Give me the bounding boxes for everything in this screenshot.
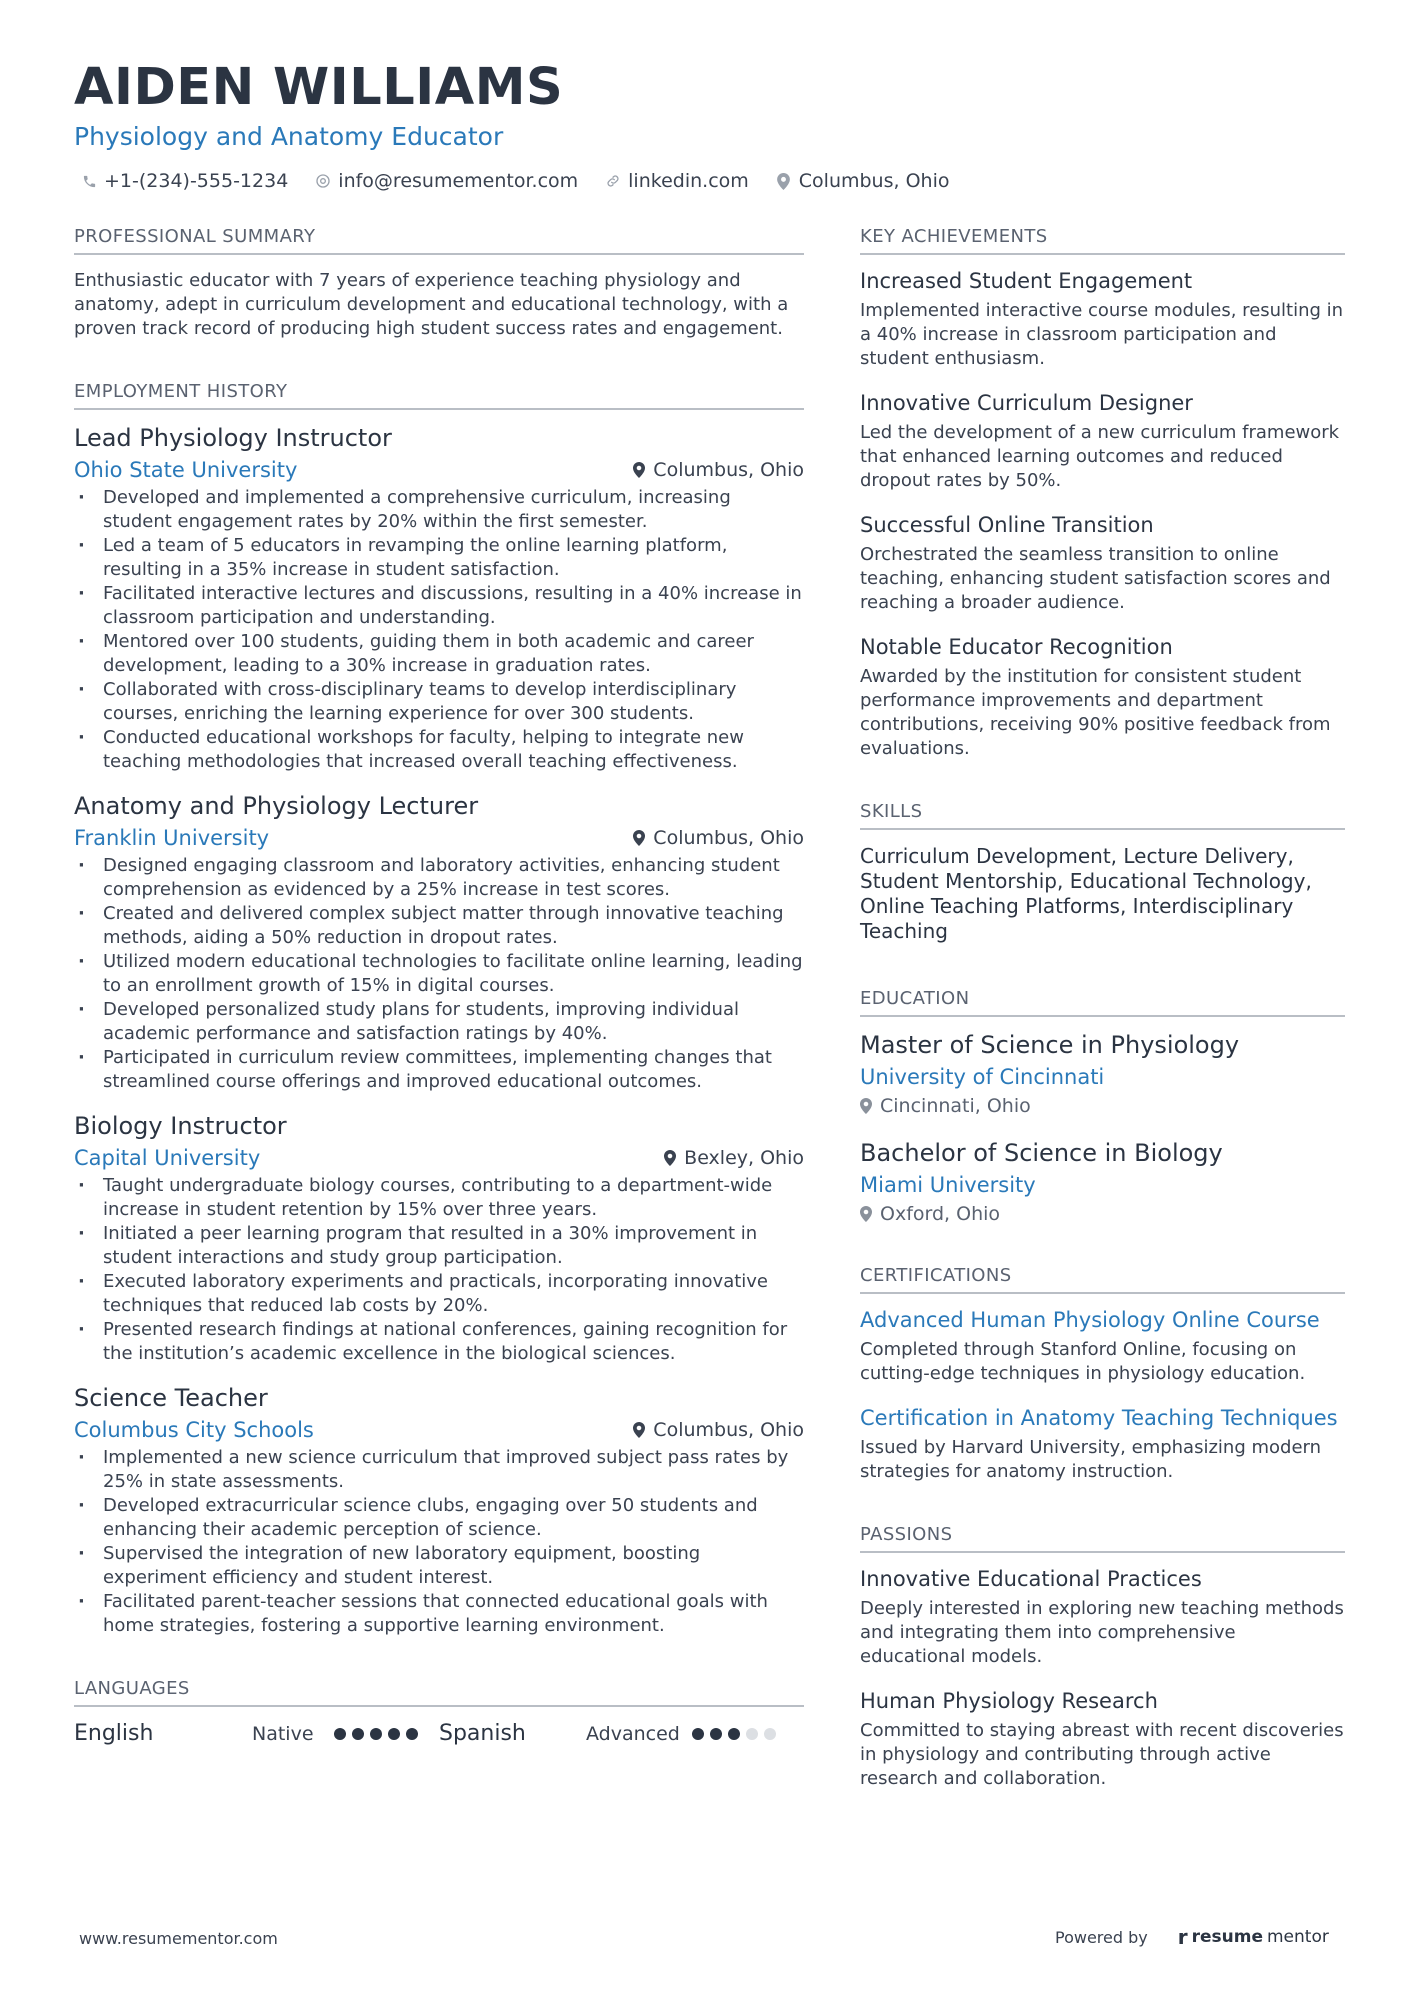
certification-title: Advanced Human Physiology Online Course [860, 1308, 1320, 1332]
certification-desc: Completed through Stanford Online, focusing on cutting-edge techniques in physiology education. [860, 1339, 1306, 1384]
job-bullet: · Developed personalized study plans for students, improving individual academic performance and satisfaction ratings by 40%. [74, 998, 804, 1046]
job-entry [74, 792, 804, 1094]
contact-location [775, 170, 950, 192]
achievement-desc: Orchestrated the seamless transition to online teaching, enhancing student satisfaction scores and reaching a broader audience. [860, 544, 1331, 613]
education-item [860, 1031, 1345, 1117]
candidate-title: Physiology and Anatomy Educator [74, 122, 504, 151]
job-title: Science Teacher [74, 1384, 268, 1412]
job-bullet: · Executed laboratory experiments and practicals, incorporating innovative techniques that reduced lab costs by 20%. [74, 1270, 804, 1318]
job-bullet: · Developed extracurricular science clubs, engaging over 50 students and enhancing their academic perception of science. [74, 1494, 804, 1542]
job-location [664, 1147, 804, 1169]
contact-linkedin-text: linkedin.com [628, 170, 749, 192]
language-item [74, 1721, 439, 1746]
job-entry [74, 1112, 804, 1366]
job-bullet: · Conducted educational workshops for faculty, helping to integrate new teaching methodologies that increased overall teaching effectiveness. [74, 726, 804, 774]
achievement-title: Successful Online Transition [860, 513, 1154, 537]
job-bullet: · Utilized modern educational technologies to facilitate online learning, leading to an enrollment growth of 15% in digital courses. [74, 950, 804, 998]
rating-dot-empty [746, 1728, 758, 1740]
location-icon [633, 1422, 645, 1438]
job-location-text: Columbus, Ohio [653, 1419, 804, 1441]
job-bullets [74, 486, 804, 774]
languages-list [74, 1721, 804, 1746]
job-bullet: · Mentored over 100 students, guiding them in both academic and career development, leading to a 30% increase in graduation rates. [74, 630, 804, 678]
job-company: Capital University [74, 1146, 261, 1170]
job-bullet: · Taught undergraduate biology courses, contributing to a department-wide increase in student retention by 15% over three years. [74, 1174, 804, 1222]
footer-branding [1055, 1925, 1329, 1949]
job-title: Biology Instructor [74, 1112, 287, 1140]
job-bullets [74, 1174, 804, 1366]
powered-by-label: Powered by [1055, 1927, 1148, 1947]
job-title: Anatomy and Physiology Lecturer [74, 792, 479, 820]
education-degree: Master of Science in Physiology [860, 1031, 1240, 1059]
email-icon [314, 172, 332, 190]
job-bullet: · Participated in curriculum review committees, implementing changes that streamlined course offerings and improved educational outcomes. [74, 1046, 804, 1094]
rating-dot-filled [710, 1728, 722, 1740]
rating-dot-filled [388, 1728, 400, 1740]
education-location-text: Oxford, Ohio [880, 1203, 1001, 1225]
contact-email-text: info@resumementor.com [338, 170, 579, 192]
location-icon [860, 1098, 872, 1114]
location-icon [633, 830, 645, 846]
contact-phone-text: +1-(234)-555-1234 [104, 170, 289, 192]
language-level: Native [252, 1722, 314, 1745]
job-bullet: · Supervised the integration of new laboratory equipment, boosting experiment efficiency and student interest. [74, 1542, 804, 1590]
job-location-text: Columbus, Ohio [653, 459, 804, 481]
job-entry [74, 424, 804, 774]
contact-phone[interactable] [80, 170, 288, 192]
passion-item [860, 1689, 1345, 1791]
achievement-title: Increased Student Engagement [860, 269, 1193, 293]
rating-dot-filled [728, 1728, 740, 1740]
job-company: Columbus City Schools [74, 1418, 314, 1442]
rating-dot-filled [692, 1728, 704, 1740]
language-rating [334, 1728, 418, 1740]
location-icon [775, 172, 793, 190]
passion-desc: Committed to staying abreast with recent discoveries in physiology and contributing through active research and collaboration. [860, 1720, 1344, 1789]
language-name: English [74, 1721, 154, 1746]
right-column [860, 226, 1345, 1811]
passion-desc: Deeply interested in exploring new teaching methods and integrating them into comprehensive educational models. [860, 1598, 1344, 1667]
brand-light: mentor [1267, 1927, 1329, 1947]
location-icon [664, 1150, 676, 1166]
brand-logo[interactable] [1178, 1925, 1329, 1949]
candidate-name: AIDEN WILLIAMS [74, 58, 564, 117]
rating-dot-filled [352, 1728, 364, 1740]
education-degree: Bachelor of Science in Biology [860, 1139, 1223, 1167]
job-bullet: · Collaborated with cross-disciplinary teams to develop interdisciplinary courses, enriching the learning experience for over 300 students. [74, 678, 804, 726]
job-bullet: · Facilitated interactive lectures and discussions, resulting in a 40% increase in classroom participation and understanding. [74, 582, 804, 630]
job-title: Lead Physiology Instructor [74, 424, 392, 452]
education-item [860, 1139, 1345, 1225]
job-bullet: · Presented research findings at national conferences, gaining recognition for the institution’s academic excellence in the biological sciences. [74, 1318, 804, 1366]
job-bullet: · Created and delivered complex subject matter through innovative teaching methods, aiding a 50% reduction in dropout rates. [74, 902, 804, 950]
contact-location-text: Columbus, Ohio [798, 170, 950, 192]
education-location [860, 1095, 1345, 1117]
achievement-item [860, 391, 1345, 493]
job-bullets [74, 1446, 804, 1638]
achievement-desc: Implemented interactive course modules, resulting in a 40% increase in classroom participation and student enthusiasm. [860, 300, 1344, 369]
contact-email[interactable] [314, 170, 578, 192]
job-entry [74, 1384, 804, 1638]
passion-item [860, 1567, 1345, 1669]
achievement-item [860, 269, 1345, 371]
summary-heading: PROFESSIONAL SUMMARY [74, 226, 804, 255]
certification-item [860, 1308, 1345, 1386]
passion-title: Human Physiology Research [860, 1689, 1158, 1713]
rating-dot-filled [406, 1728, 418, 1740]
certification-title: Certification in Anatomy Teaching Techniques [860, 1406, 1338, 1430]
achievement-title: Notable Educator Recognition [860, 635, 1173, 659]
left-column [74, 226, 804, 1746]
achievement-desc: Led the development of a new curriculum framework that enhanced learning outcomes and reduced dropout rates by 50%. [860, 422, 1340, 491]
education-location [860, 1203, 1345, 1225]
job-location-text: Bexley, Ohio [684, 1147, 804, 1169]
job-bullets [74, 854, 804, 1094]
education-heading: EDUCATION [860, 988, 1345, 1017]
brand-bold: resume [1191, 1927, 1263, 1947]
language-level: Advanced [586, 1722, 680, 1745]
rating-dot-filled [334, 1728, 346, 1740]
brand-mark-icon: r [1177, 1925, 1188, 1949]
languages-heading: LANGUAGES [74, 1678, 804, 1707]
rating-dot-filled [370, 1728, 382, 1740]
job-bullet: · Led a team of 5 educators in revamping the online learning platform, resulting in a 35% increase in student satisfaction. [74, 534, 804, 582]
passions-heading: PASSIONS [860, 1524, 1345, 1553]
job-location [633, 1419, 804, 1441]
achievement-desc: Awarded by the institution for consistent student performance improvements and department contributions, receiving 90% positive feedback from evaluations. [860, 666, 1331, 759]
job-company: Ohio State University [74, 458, 298, 482]
achievement-title: Innovative Curriculum Designer [860, 391, 1193, 415]
job-company: Franklin University [74, 826, 270, 850]
job-bullet: · Implemented a new science curriculum that improved subject pass rates by 25% in state assessments. [74, 1446, 804, 1494]
language-name: Spanish [439, 1721, 526, 1746]
contact-bar [80, 170, 949, 192]
achievements-heading: KEY ACHIEVEMENTS [860, 226, 1345, 255]
phone-icon [80, 172, 98, 190]
contact-linkedin[interactable] [604, 170, 749, 192]
job-location [633, 827, 804, 849]
location-icon [633, 462, 645, 478]
job-bullet: · Initiated a peer learning program that resulted in a 30% improvement in student interactions and study group participation. [74, 1222, 804, 1270]
passion-title: Innovative Educational Practices [860, 1567, 1202, 1591]
certifications-heading: CERTIFICATIONS [860, 1265, 1345, 1294]
employment-heading: EMPLOYMENT HISTORY [74, 381, 804, 410]
skills-heading: SKILLS [860, 801, 1345, 830]
certification-desc: Issued by Harvard University, emphasizing modern strategies for anatomy instruction. [860, 1437, 1322, 1482]
location-icon [860, 1206, 872, 1222]
rating-dot-empty [764, 1728, 776, 1740]
language-item [439, 1721, 784, 1746]
language-rating [692, 1728, 776, 1740]
certification-item [860, 1406, 1345, 1484]
skills-text: Curriculum Development, Lecture Delivery, Student Mentorship, Educational Technology, Online Teaching Platforms, Interdisciplinary Teaching [860, 844, 1312, 943]
job-bullet: · Developed and implemented a comprehensive curriculum, increasing student engagement rates by 20% within the first semester. [74, 486, 804, 534]
job-bullet: · Designed engaging classroom and laboratory activities, enhancing student comprehension as evidenced by a 25% increase in test scores. [74, 854, 804, 902]
job-bullet: · Facilitated parent-teacher sessions that connected educational goals with home strategies, fostering a supportive learning environment. [74, 1590, 804, 1638]
job-location [633, 459, 804, 481]
achievement-item [860, 513, 1345, 615]
education-school: University of Cincinnati [860, 1065, 1105, 1089]
achievement-item [860, 635, 1345, 761]
education-location-text: Cincinnati, Ohio [880, 1095, 1031, 1117]
footer-website[interactable]: www.resumementor.com [79, 1929, 278, 1948]
summary-text: Enthusiastic educator with 7 years of experience teaching physiology and anatomy, adept in curriculum development and educational technology, with a proven track record of producing high student success rates and engagement. [74, 270, 789, 339]
link-icon [604, 172, 622, 190]
job-location-text: Columbus, Ohio [653, 827, 804, 849]
education-school: Miami University [860, 1173, 1036, 1197]
